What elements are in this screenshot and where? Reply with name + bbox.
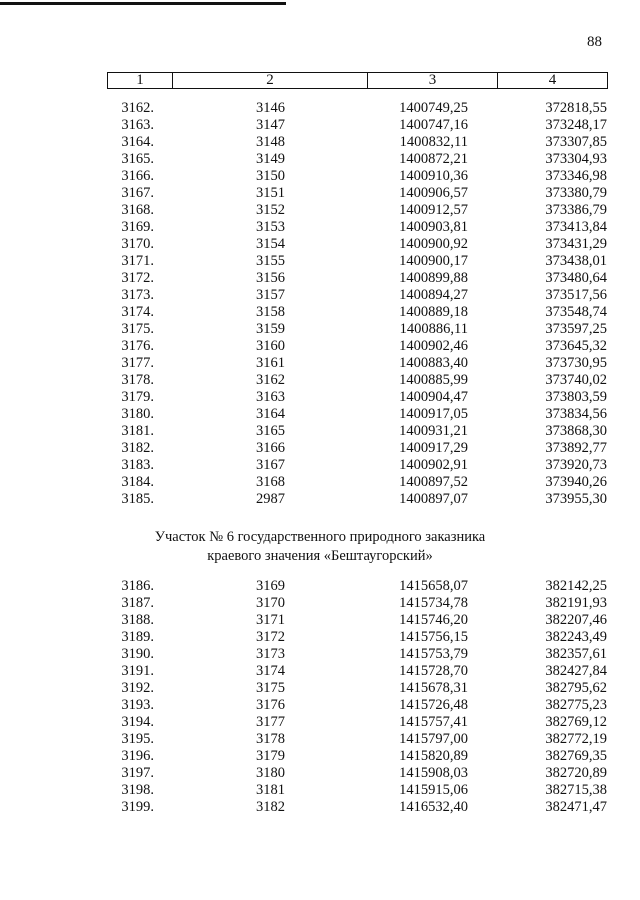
coordinate-y: 373346,98 xyxy=(545,168,607,184)
coordinate-x: 1415728,70 xyxy=(399,663,468,679)
table-row xyxy=(0,151,640,168)
coordinate-x: 1400904,47 xyxy=(399,389,468,405)
coordinate-y: 382775,23 xyxy=(545,697,607,713)
row-number: 3195. xyxy=(121,731,154,747)
coordinates-table-a xyxy=(0,100,640,508)
coordinate-y: 373304,93 xyxy=(545,151,607,167)
coordinate-y: 373517,56 xyxy=(545,287,607,303)
coordinate-y: 382772,19 xyxy=(545,731,607,747)
table-row xyxy=(0,595,640,612)
table-row xyxy=(0,697,640,714)
section-title-line-1: Участок № 6 государственного природного заказника xyxy=(154,529,486,545)
point-number: 3146 xyxy=(256,100,285,116)
coordinate-x: 1400889,18 xyxy=(399,304,468,320)
row-number: 3192. xyxy=(121,680,154,696)
point-number: 3166 xyxy=(256,440,285,456)
table-row xyxy=(0,423,640,440)
table-row xyxy=(0,372,640,389)
coordinate-x: 1400897,07 xyxy=(399,491,468,507)
table-row xyxy=(0,168,640,185)
row-number: 3194. xyxy=(121,714,154,730)
coordinate-y: 373480,64 xyxy=(545,270,607,286)
table-row xyxy=(0,202,640,219)
coordinate-y: 382720,89 xyxy=(545,765,607,781)
table-row xyxy=(0,612,640,629)
row-number: 3170. xyxy=(121,236,154,252)
point-number: 3169 xyxy=(256,578,285,594)
table-row xyxy=(0,304,640,321)
coordinate-y: 373868,30 xyxy=(545,423,607,439)
table-row xyxy=(0,117,640,134)
table-row xyxy=(0,731,640,748)
point-number: 3147 xyxy=(256,117,285,133)
table-row xyxy=(0,748,640,765)
row-number: 3198. xyxy=(121,782,154,798)
coordinate-x: 1400900,17 xyxy=(399,253,468,269)
row-number: 3180. xyxy=(121,406,154,422)
point-number: 3170 xyxy=(256,595,285,611)
coordinate-x: 1400897,52 xyxy=(399,474,468,490)
row-number: 3183. xyxy=(121,457,154,473)
row-number: 3171. xyxy=(121,253,154,269)
coordinate-x: 1400910,36 xyxy=(399,168,468,184)
point-number: 3156 xyxy=(256,270,285,286)
coordinate-x: 1415757,41 xyxy=(399,714,468,730)
row-number: 3168. xyxy=(121,202,154,218)
point-number: 3180 xyxy=(256,765,285,781)
row-number: 3178. xyxy=(121,372,154,388)
table-row xyxy=(0,629,640,646)
coordinate-x: 1400747,16 xyxy=(399,117,468,133)
coordinate-x: 1415726,48 xyxy=(399,697,468,713)
row-number: 3169. xyxy=(121,219,154,235)
row-number: 3185. xyxy=(121,491,154,507)
row-number: 3184. xyxy=(121,474,154,490)
point-number: 3173 xyxy=(256,646,285,662)
coordinate-x: 1415658,07 xyxy=(399,578,468,594)
column-header-4: 4 xyxy=(498,73,608,89)
table-row xyxy=(0,321,640,338)
coordinate-x: 1400931,21 xyxy=(399,423,468,439)
point-number: 3182 xyxy=(256,799,285,815)
point-number: 3160 xyxy=(256,338,285,354)
row-number: 3186. xyxy=(121,578,154,594)
row-number: 3166. xyxy=(121,168,154,184)
column-header-table xyxy=(107,72,608,89)
coordinate-y: 373834,56 xyxy=(545,406,607,422)
row-number: 3189. xyxy=(121,629,154,645)
coordinate-x: 1415908,03 xyxy=(399,765,468,781)
row-number: 3177. xyxy=(121,355,154,371)
coordinate-y: 382769,35 xyxy=(545,748,607,764)
coordinate-x: 1400902,46 xyxy=(399,338,468,354)
table-row xyxy=(0,663,640,680)
coordinate-x: 1415915,06 xyxy=(399,782,468,798)
point-number: 3148 xyxy=(256,134,285,150)
coordinate-y: 373307,85 xyxy=(545,134,607,150)
point-number: 3151 xyxy=(256,185,285,201)
row-number: 3182. xyxy=(121,440,154,456)
row-number: 3190. xyxy=(121,646,154,662)
row-number: 3172. xyxy=(121,270,154,286)
row-number: 3174. xyxy=(121,304,154,320)
table-row xyxy=(0,680,640,697)
table-row xyxy=(0,457,640,474)
row-number: 3196. xyxy=(121,748,154,764)
point-number: 3163 xyxy=(256,389,285,405)
coordinate-y: 373431,29 xyxy=(545,236,607,252)
table-row xyxy=(0,287,640,304)
row-number: 3176. xyxy=(121,338,154,354)
coordinate-x: 1400912,57 xyxy=(399,202,468,218)
row-number: 3181. xyxy=(121,423,154,439)
point-number: 3159 xyxy=(256,321,285,337)
table-row xyxy=(0,100,640,117)
table-row xyxy=(0,355,640,372)
point-number: 3150 xyxy=(256,168,285,184)
point-number: 3153 xyxy=(256,219,285,235)
point-number: 3167 xyxy=(256,457,285,473)
table-row xyxy=(0,440,640,457)
coordinate-x: 1400917,05 xyxy=(399,406,468,422)
coordinate-y: 373645,32 xyxy=(545,338,607,354)
point-number: 3162 xyxy=(256,372,285,388)
row-number: 3164. xyxy=(121,134,154,150)
section-title xyxy=(0,528,640,566)
coordinate-y: 382769,12 xyxy=(545,714,607,730)
coordinate-x: 1400883,40 xyxy=(399,355,468,371)
point-number: 3178 xyxy=(256,731,285,747)
coordinate-x: 1400906,57 xyxy=(399,185,468,201)
point-number: 3181 xyxy=(256,782,285,798)
coordinate-y: 373386,79 xyxy=(545,202,607,218)
coordinate-y: 373740,02 xyxy=(545,372,607,388)
table-row xyxy=(0,799,640,816)
point-number: 3164 xyxy=(256,406,285,422)
coordinate-y: 382795,62 xyxy=(545,680,607,696)
coordinate-y: 382142,25 xyxy=(545,578,607,594)
coordinate-x: 1400902,91 xyxy=(399,457,468,473)
point-number: 3154 xyxy=(256,236,285,252)
coordinate-y: 373920,73 xyxy=(545,457,607,473)
table-row xyxy=(0,765,640,782)
coordinate-x: 1415820,89 xyxy=(399,748,468,764)
table-row xyxy=(0,338,640,355)
table-row xyxy=(0,185,640,202)
point-number: 3176 xyxy=(256,697,285,713)
row-number: 3199. xyxy=(121,799,154,815)
coordinate-x: 1400917,29 xyxy=(399,440,468,456)
row-number: 3175. xyxy=(121,321,154,337)
column-header-1: 1 xyxy=(108,73,173,89)
coordinate-y: 373892,77 xyxy=(545,440,607,456)
row-number: 3163. xyxy=(121,117,154,133)
table-row xyxy=(0,578,640,595)
row-number: 3191. xyxy=(121,663,154,679)
row-number: 3193. xyxy=(121,697,154,713)
coordinate-y: 373955,30 xyxy=(545,491,607,507)
table-row xyxy=(0,134,640,151)
coordinates-table-b xyxy=(0,578,640,816)
coordinate-x: 1400872,21 xyxy=(399,151,468,167)
point-number: 2987 xyxy=(256,491,285,507)
column-header-row xyxy=(108,73,608,89)
point-number: 3168 xyxy=(256,474,285,490)
coordinate-y: 373548,74 xyxy=(545,304,607,320)
column-header-2: 2 xyxy=(173,73,368,89)
coordinate-y: 373248,17 xyxy=(545,117,607,133)
column-header-3: 3 xyxy=(368,73,498,89)
coordinate-x: 1400900,92 xyxy=(399,236,468,252)
top-rule xyxy=(0,2,286,5)
point-number: 3157 xyxy=(256,287,285,303)
coordinate-x: 1415678,31 xyxy=(399,680,468,696)
coordinate-x: 1416532,40 xyxy=(399,799,468,815)
table-row xyxy=(0,491,640,508)
coordinate-x: 1400899,88 xyxy=(399,270,468,286)
coordinate-x: 1415753,79 xyxy=(399,646,468,662)
point-number: 3175 xyxy=(256,680,285,696)
point-number: 3155 xyxy=(256,253,285,269)
point-number: 3172 xyxy=(256,629,285,645)
table-row xyxy=(0,714,640,731)
table-row xyxy=(0,646,640,663)
row-number: 3165. xyxy=(121,151,154,167)
coordinate-y: 382207,46 xyxy=(545,612,607,628)
table-row xyxy=(0,474,640,491)
coordinate-x: 1415746,20 xyxy=(399,612,468,628)
row-number: 3167. xyxy=(121,185,154,201)
point-number: 3161 xyxy=(256,355,285,371)
row-number: 3197. xyxy=(121,765,154,781)
coordinate-x: 1400832,11 xyxy=(399,134,468,150)
coordinate-y: 382243,49 xyxy=(545,629,607,645)
coordinate-x: 1415797,00 xyxy=(399,731,468,747)
coordinate-y: 373597,25 xyxy=(545,321,607,337)
point-number: 3158 xyxy=(256,304,285,320)
table-row xyxy=(0,219,640,236)
coordinate-y: 373413,84 xyxy=(545,219,607,235)
row-number: 3188. xyxy=(121,612,154,628)
row-number: 3179. xyxy=(121,389,154,405)
table-row xyxy=(0,406,640,423)
coordinate-x: 1415756,15 xyxy=(399,629,468,645)
point-number: 3174 xyxy=(256,663,285,679)
coordinate-x: 1400886,11 xyxy=(399,321,468,337)
point-number: 3152 xyxy=(256,202,285,218)
coordinate-y: 382715,38 xyxy=(545,782,607,798)
coordinate-y: 373803,59 xyxy=(545,389,607,405)
table-row xyxy=(0,782,640,799)
point-number: 3179 xyxy=(256,748,285,764)
coordinate-x: 1415734,78 xyxy=(399,595,468,611)
coordinate-y: 382357,61 xyxy=(545,646,607,662)
coordinate-y: 373730,95 xyxy=(545,355,607,371)
section-title-line-2: краевого значения «Бештаугорский» xyxy=(207,548,433,564)
point-number: 3171 xyxy=(256,612,285,628)
row-number: 3173. xyxy=(121,287,154,303)
point-number: 3149 xyxy=(256,151,285,167)
row-number: 3187. xyxy=(121,595,154,611)
row-number: 3162. xyxy=(121,100,154,116)
point-number: 3165 xyxy=(256,423,285,439)
coordinate-y: 373380,79 xyxy=(545,185,607,201)
coordinate-y: 373438,01 xyxy=(545,253,607,269)
page-number: 88 xyxy=(587,34,602,50)
coordinate-x: 1400903,81 xyxy=(399,219,468,235)
table-row xyxy=(0,236,640,253)
coordinate-x: 1400885,99 xyxy=(399,372,468,388)
coordinate-x: 1400894,27 xyxy=(399,287,468,303)
coordinate-y: 382191,93 xyxy=(545,595,607,611)
coordinate-x: 1400749,25 xyxy=(399,100,468,116)
table-row xyxy=(0,389,640,406)
coordinate-y: 373940,26 xyxy=(545,474,607,490)
point-number: 3177 xyxy=(256,714,285,730)
coordinate-y: 382471,47 xyxy=(545,799,607,815)
coordinate-y: 382427,84 xyxy=(545,663,607,679)
table-row xyxy=(0,253,640,270)
table-row xyxy=(0,270,640,287)
coordinate-y: 372818,55 xyxy=(545,100,607,116)
